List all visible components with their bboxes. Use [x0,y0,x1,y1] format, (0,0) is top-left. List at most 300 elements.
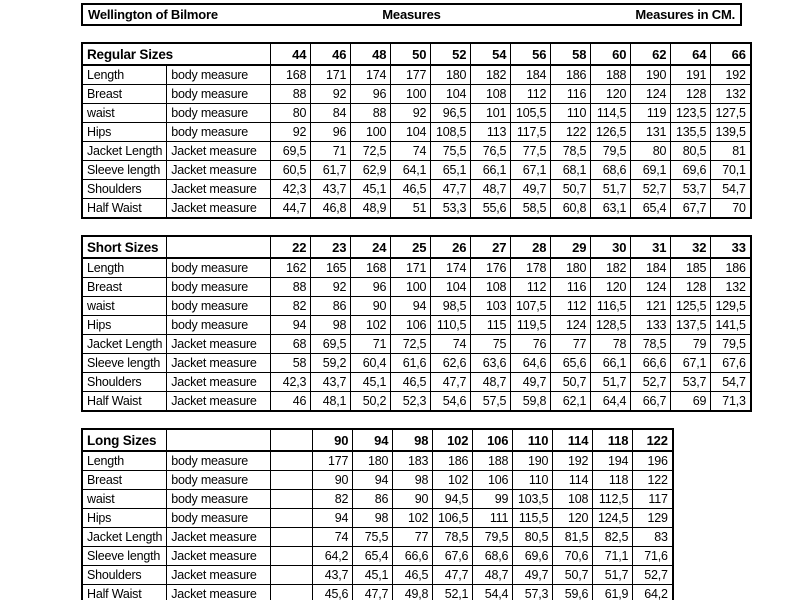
measure-value: 61,7 [311,161,351,180]
measure-value: 80,5 [513,528,553,547]
measure-value: 79,5 [711,335,751,354]
measure-value: 48,7 [473,566,513,585]
measure-type: body measure [167,85,271,104]
measure-row [82,161,751,180]
measure-value: 102 [433,471,473,490]
measure-value: 54,4 [473,585,513,600]
measure-label: Breast [82,278,167,297]
measure-value: 98 [353,509,393,528]
measure-value: 108 [471,85,511,104]
measure-value: 133 [631,316,671,335]
measure-value: 194 [593,451,633,471]
measure-value: 78 [591,335,631,354]
measure-value: 48,1 [311,392,351,412]
measure-value: 77 [393,528,433,547]
measure-row [82,547,673,566]
measure-value: 190 [513,451,553,471]
measure-value: 180 [353,451,393,471]
measure-value: 77 [551,335,591,354]
header-measures-label: Measures [382,7,441,22]
measure-type: body measure [167,490,271,509]
measure-value: 71,6 [633,547,673,566]
measure-label: Breast [82,471,167,490]
measure-value: 122 [633,471,673,490]
measure-value: 65,1 [431,161,471,180]
measure-value: 69 [671,392,711,412]
measure-value: 50,7 [551,180,591,199]
measure-value: 82 [271,297,311,316]
size-column-header: 62 [631,43,671,65]
measure-value: 120 [591,85,631,104]
row-empty-cell [271,471,313,490]
measure-row [82,104,751,123]
measure-label: Hips [82,316,167,335]
measure-value: 192 [711,65,751,85]
measure-type: body measure [167,65,271,85]
measure-value: 46,5 [391,373,431,392]
measure-value: 53,3 [431,199,471,219]
measure-value: 174 [351,65,391,85]
measure-value: 45,6 [313,585,353,600]
measure-value: 51,7 [591,373,631,392]
size-column-header: 114 [553,429,593,451]
measure-value: 80,5 [671,142,711,161]
measure-value: 120 [553,509,593,528]
measure-value: 64,2 [313,547,353,566]
row-empty-cell [271,585,313,600]
measure-value: 70,1 [711,161,751,180]
row-empty-cell [271,547,313,566]
measure-label: Length [82,258,167,278]
measure-value: 127,5 [711,104,751,123]
measure-value: 131 [631,123,671,142]
measure-value: 98 [393,471,433,490]
size-column-header: 98 [393,429,433,451]
measure-row [82,471,673,490]
measure-value: 174 [431,258,471,278]
measure-label: Length [82,65,167,85]
measure-row [82,65,751,85]
measure-value: 121 [631,297,671,316]
measure-row [82,509,673,528]
measure-value: 65,4 [353,547,393,566]
measure-value: 53,7 [671,180,711,199]
header-empty-cell [271,429,313,451]
measure-value: 86 [353,490,393,509]
size-column-header: 60 [591,43,631,65]
measure-type: Jacket measure [167,547,271,566]
measure-value: 112 [551,297,591,316]
measure-value: 76,5 [471,142,511,161]
size-column-header: 90 [313,429,353,451]
measure-value: 59,6 [553,585,593,600]
measure-value: 114 [553,471,593,490]
measure-value: 72,5 [351,142,391,161]
measure-value: 183 [393,451,433,471]
measure-value: 43,7 [313,566,353,585]
measure-value: 66,6 [393,547,433,566]
measure-value: 71 [351,335,391,354]
measure-label: Jacket Length [82,142,167,161]
measure-type: Jacket measure [167,180,271,199]
measure-value: 57,5 [471,392,511,412]
measure-type: Jacket measure [167,566,271,585]
measure-value: 61,6 [391,354,431,373]
measure-type: body measure [167,104,271,123]
measure-value: 96 [351,278,391,297]
measure-value: 105,5 [511,104,551,123]
measure-value: 52,7 [631,373,671,392]
measure-type: body measure [167,316,271,335]
measure-value: 52,1 [433,585,473,600]
measure-value: 82,5 [593,528,633,547]
measure-value: 50,7 [553,566,593,585]
measure-value: 96 [351,85,391,104]
measure-value: 52,3 [391,392,431,412]
measure-value: 58,5 [511,199,551,219]
measure-value: 51,7 [591,180,631,199]
measure-value: 111 [473,509,513,528]
measure-label: Half Waist [82,199,167,219]
measure-label: Jacket Length [82,335,167,354]
measure-value: 117 [633,490,673,509]
measure-value: 69,6 [513,547,553,566]
measure-value: 112 [511,278,551,297]
measure-value: 64,4 [591,392,631,412]
measure-label: waist [82,104,167,123]
measure-value: 176 [471,258,511,278]
document-header [81,3,742,26]
measure-value: 171 [311,65,351,85]
measure-value: 74 [431,335,471,354]
measure-type: Jacket measure [167,528,271,547]
size-column-header: 118 [593,429,633,451]
measure-value: 129 [633,509,673,528]
measure-value: 114,5 [591,104,631,123]
measure-value: 82 [313,490,353,509]
measure-value: 103 [471,297,511,316]
size-column-header: 24 [351,236,391,258]
size-table-regular [81,42,752,219]
measure-value: 49,7 [511,373,551,392]
measure-value: 92 [311,85,351,104]
measure-value: 116 [551,278,591,297]
table-title-spacer [167,236,271,258]
measure-value: 100 [391,278,431,297]
measure-value: 50,2 [351,392,391,412]
row-empty-cell [271,528,313,547]
measure-value: 72,5 [391,335,431,354]
size-column-header: 29 [551,236,591,258]
measure-type: body measure [167,258,271,278]
measure-value: 107,5 [511,297,551,316]
measure-value: 54,6 [431,392,471,412]
table-title-spacer [167,429,271,451]
measure-value: 106,5 [433,509,473,528]
size-column-header: 46 [311,43,351,65]
size-column-header: 122 [633,429,673,451]
measure-value: 92 [271,123,311,142]
measure-value: 81,5 [553,528,593,547]
measure-value: 46,8 [311,199,351,219]
size-column-header: 64 [671,43,711,65]
measure-value: 67,6 [711,354,751,373]
measure-value: 108 [553,490,593,509]
measure-value: 54,7 [711,373,751,392]
measure-value: 60,5 [271,161,311,180]
measure-value: 92 [311,278,351,297]
measure-row [82,123,751,142]
measure-value: 100 [351,123,391,142]
measure-value: 78,5 [433,528,473,547]
measure-value: 66,7 [631,392,671,412]
size-column-header: 33 [711,236,751,258]
measure-value: 124 [551,316,591,335]
measure-value: 66,1 [471,161,511,180]
measure-value: 96 [311,123,351,142]
measure-value: 106 [391,316,431,335]
measure-label: Sleeve length [82,161,167,180]
measure-value: 52,7 [633,566,673,585]
measure-value: 110 [551,104,591,123]
measure-value: 49,7 [511,180,551,199]
measure-value: 88 [271,85,311,104]
measure-value: 96,5 [431,104,471,123]
measure-type: body measure [167,471,271,490]
measure-label: Breast [82,85,167,104]
size-column-header: 58 [551,43,591,65]
measure-value: 92 [391,104,431,123]
measure-value: 47,7 [433,566,473,585]
measure-value: 88 [351,104,391,123]
measure-value: 42,3 [271,373,311,392]
measure-value: 71 [311,142,351,161]
measure-value: 48,7 [471,180,511,199]
size-column-header: 28 [511,236,551,258]
measure-label: Sleeve length [82,354,167,373]
size-column-header: 31 [631,236,671,258]
measure-value: 69,6 [671,161,711,180]
measure-value: 115 [471,316,511,335]
size-column-header: 23 [311,236,351,258]
row-empty-cell [271,490,313,509]
measure-value: 83 [633,528,673,547]
measure-value: 119,5 [511,316,551,335]
measure-value: 101 [471,104,511,123]
measure-value: 106 [473,471,513,490]
measure-value: 103,5 [513,490,553,509]
measure-value: 168 [351,258,391,278]
row-empty-cell [271,509,313,528]
measure-value: 60,4 [351,354,391,373]
size-column-header: 44 [271,43,311,65]
measure-row [82,335,751,354]
measure-value: 132 [711,85,751,104]
measure-value: 132 [711,278,751,297]
measure-value: 48,9 [351,199,391,219]
measure-value: 86 [311,297,351,316]
measure-value: 124,5 [593,509,633,528]
measure-value: 46,5 [391,180,431,199]
measure-value: 123,5 [671,104,711,123]
measure-value: 110,5 [431,316,471,335]
measure-value: 59,8 [511,392,551,412]
measure-value: 58 [271,354,311,373]
measure-label: waist [82,297,167,316]
measure-value: 57,3 [513,585,553,600]
measure-value: 124 [631,278,671,297]
measure-value: 44,7 [271,199,311,219]
measure-value: 74 [391,142,431,161]
measure-value: 126,5 [591,123,631,142]
measure-value: 137,5 [671,316,711,335]
measure-value: 68,6 [591,161,631,180]
measure-value: 94,5 [433,490,473,509]
measure-value: 186 [433,451,473,471]
measure-value: 53,7 [671,373,711,392]
measure-value: 69,1 [631,161,671,180]
measure-value: 67,7 [671,199,711,219]
measure-value: 54,7 [711,180,751,199]
measure-value: 98,5 [431,297,471,316]
measure-type: body measure [167,123,271,142]
measure-value: 76 [511,335,551,354]
measure-value: 180 [551,258,591,278]
measure-row [82,490,673,509]
measure-value: 70,6 [553,547,593,566]
measure-label: Half Waist [82,392,167,412]
measure-value: 43,7 [311,373,351,392]
measure-label: Shoulders [82,373,167,392]
measure-row [82,316,751,335]
measure-value: 139,5 [711,123,751,142]
size-column-header: 27 [471,236,511,258]
measure-value: 45,1 [351,373,391,392]
measure-value: 75 [471,335,511,354]
measure-value: 119 [631,104,671,123]
size-column-header: 22 [271,236,311,258]
measure-type: Jacket measure [167,199,271,219]
measure-value: 178 [511,258,551,278]
measure-value: 184 [511,65,551,85]
measure-value: 80 [271,104,311,123]
measure-value: 94 [353,471,393,490]
measure-value: 177 [313,451,353,471]
size-column-header: 52 [431,43,471,65]
measure-row [82,585,673,600]
header-units-label: Measures in CM. [635,7,735,22]
measure-type: Jacket measure [167,373,271,392]
measure-value: 42,3 [271,180,311,199]
measure-value: 182 [591,258,631,278]
measure-row [82,451,673,471]
measure-type: Jacket measure [167,354,271,373]
measure-row [82,354,751,373]
tables-container [81,42,800,600]
measure-value: 55,6 [471,199,511,219]
measure-value: 71,3 [711,392,751,412]
size-column-header: 30 [591,236,631,258]
measure-value: 62,9 [351,161,391,180]
measure-value: 110 [513,471,553,490]
measure-value: 63,6 [471,354,511,373]
measure-value: 180 [431,65,471,85]
measure-row [82,297,751,316]
measure-value: 124 [631,85,671,104]
measure-value: 64,2 [633,585,673,600]
measure-value: 128,5 [591,316,631,335]
measure-value: 74 [313,528,353,547]
measure-value: 79,5 [591,142,631,161]
measure-row [82,180,751,199]
measure-value: 71,1 [593,547,633,566]
measure-value: 192 [553,451,593,471]
size-table-short [81,235,752,412]
size-column-header: 48 [351,43,391,65]
measure-value: 108 [471,278,511,297]
measure-value: 84 [311,104,351,123]
measure-label: Hips [82,509,167,528]
measure-value: 51 [391,199,431,219]
measure-value: 75,5 [353,528,393,547]
measure-value: 116 [551,85,591,104]
measure-value: 77,5 [511,142,551,161]
measure-value: 129,5 [711,297,751,316]
size-column-header: 106 [473,429,513,451]
measure-label: Shoulders [82,566,167,585]
measure-row [82,566,673,585]
measure-value: 171 [391,258,431,278]
row-empty-cell [271,451,313,471]
measure-type: body measure [167,278,271,297]
size-column-header: 110 [513,429,553,451]
measure-value: 62,6 [431,354,471,373]
size-column-header: 25 [391,236,431,258]
measure-type: Jacket measure [167,142,271,161]
size-column-header: 94 [353,429,393,451]
size-column-header: 26 [431,236,471,258]
measure-row [82,528,673,547]
measure-value: 52,7 [631,180,671,199]
measure-value: 50,7 [551,373,591,392]
measure-value: 186 [711,258,751,278]
measure-row [82,392,751,412]
measure-value: 162 [271,258,311,278]
measure-value: 184 [631,258,671,278]
measure-value: 104 [431,278,471,297]
measure-value: 61,9 [593,585,633,600]
measure-value: 75,5 [431,142,471,161]
measure-value: 188 [591,65,631,85]
measure-value: 78,5 [631,335,671,354]
measure-value: 196 [633,451,673,471]
measure-value: 128 [671,85,711,104]
table-title: Short Sizes [82,236,167,258]
measure-value: 88 [271,278,311,297]
measure-value: 182 [471,65,511,85]
size-table-long [81,428,674,600]
measure-row [82,278,751,297]
measure-value: 79 [671,335,711,354]
measure-value: 64,1 [391,161,431,180]
measure-value: 100 [391,85,431,104]
measure-value: 66,6 [631,354,671,373]
measure-value: 46 [271,392,311,412]
size-column-header: 54 [471,43,511,65]
measure-value: 118 [593,471,633,490]
measure-value: 116,5 [591,297,631,316]
size-column-header: 56 [511,43,551,65]
